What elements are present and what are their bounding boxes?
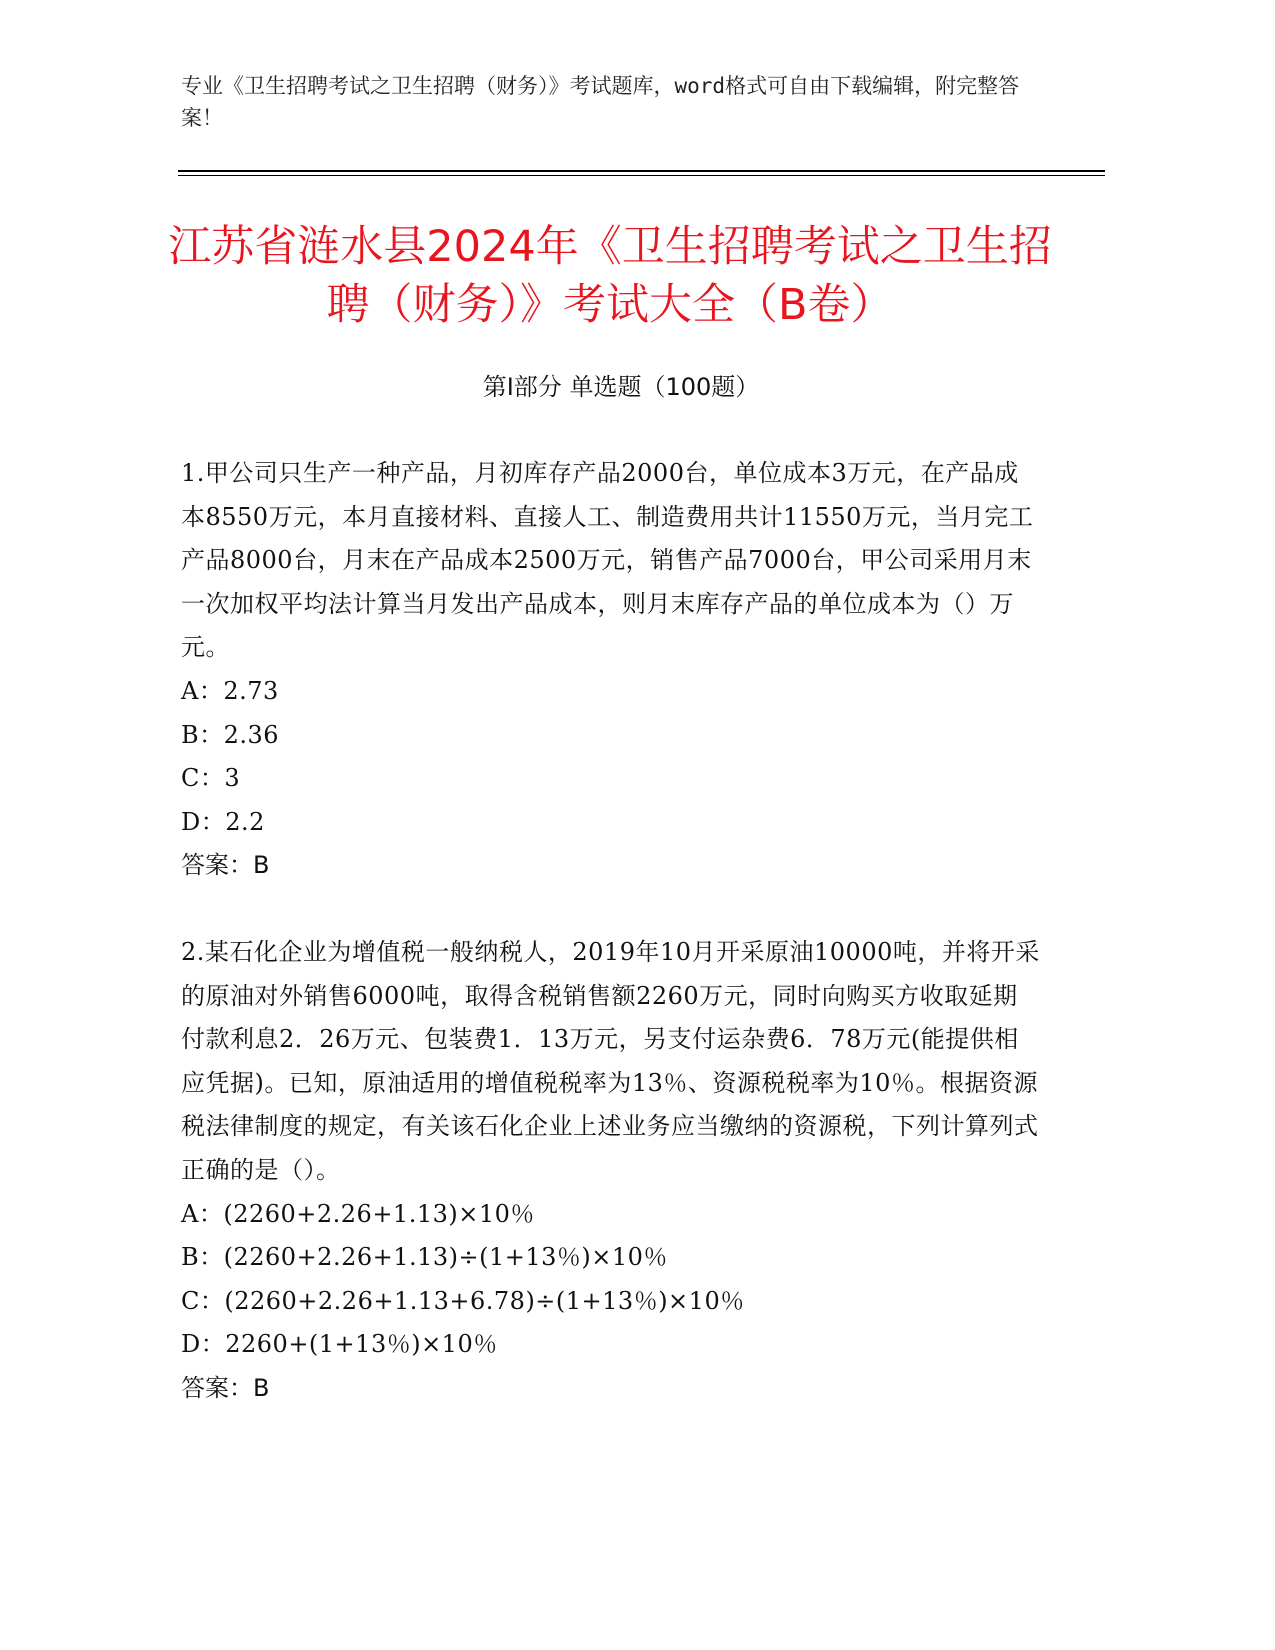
- answer-label: 答案：B: [181, 1373, 270, 1402]
- option-c: C：3: [181, 764, 241, 793]
- option-c: C：(2260+2.26+1.13+6.78)÷(1+13％)×10％: [181, 1286, 745, 1315]
- option-d: D：2.2: [181, 807, 265, 836]
- header-divider-thin: [178, 175, 1105, 176]
- document-title: 江苏省涟水县2024年《卫生招聘考试之卫生招聘（财务）》考试大全（B卷）: [168, 222, 1052, 330]
- question-stem: 2.某石化企业为增值税一般纳税人，2019年10月开采原油10000吨，并将开采的原油对外销售6000吨，取得含税销售额2260万元，同时向购买方收取延期付款利息2．26万元、包装费1．13万元，另支付运杂费6．78万元(能提供相应凭据)。已知，原油适用的增值税税率为13％、资源税税率为10％。根据资源税法律制度的规定，有关该石化企业上述业务应当缴纳的资源税，下列计算列式正确的是（）。: [181, 938, 1040, 1184]
- header-note: 专业《卫生招聘考试之卫生招聘（财务）》考试题库，word格式可自由下载编辑，附完整答案！: [181, 74, 1020, 130]
- option-b: B：(2260+2.26+1.13)÷(1+13％)×10％: [181, 1243, 668, 1272]
- header-divider-thick: [178, 170, 1105, 172]
- question-2: [181, 931, 1041, 1411]
- question-1: [181, 452, 1041, 888]
- section-title: 第Ⅰ部分 单选题（100题）: [482, 373, 760, 401]
- option-b: B：2.36: [181, 720, 280, 749]
- option-a: A：(2260+2.26+1.13)×10％: [181, 1199, 535, 1228]
- option-a: A：2.73: [181, 676, 279, 705]
- question-stem: 1.甲公司只生产一种产品，月初库存产品2000台，单位成本3万元，在产品成本8550万元，本月直接材料、直接人工、制造费用共计11550万元，当月完工产品8000台，月末在产品成本2500万元，销售产品7000台，甲公司采用月末一次加权平均法计算当月发出产品成本，则月末库存产品的单位成本为（）万元。: [181, 459, 1034, 662]
- answer-label: 答案：B: [181, 851, 270, 880]
- option-d: D：2260+(1+13％)×10％: [181, 1330, 498, 1359]
